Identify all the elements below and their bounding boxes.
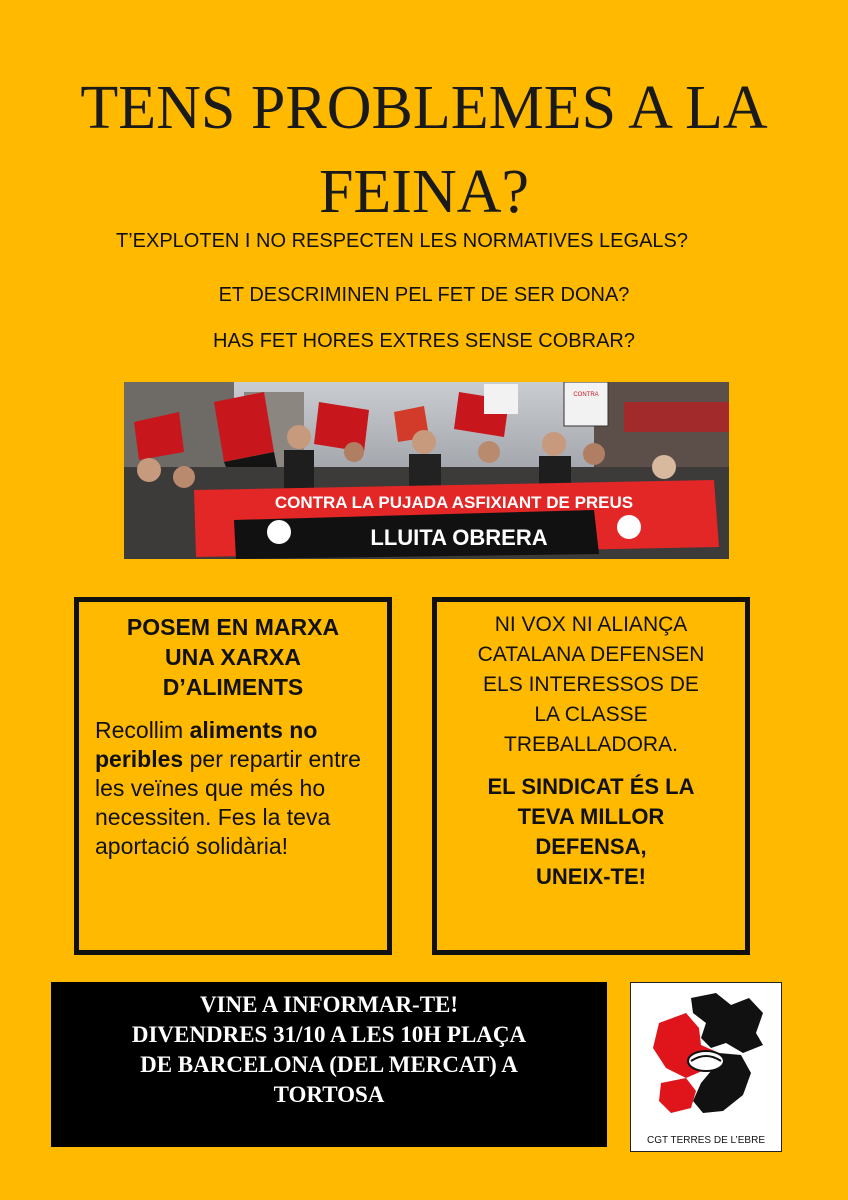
placard-text: CONTRA: [573, 392, 599, 398]
event-line-1: VINE A INFORMAR-TE!: [199, 992, 459, 1017]
union-logo-icon: [267, 520, 291, 544]
union-defense-text: NI VOX NI ALIANÇA CATALANA DEFENSEN ELS INTERESSOS DE LA CLASSE TREBALLADORA.: [477, 613, 705, 756]
cgt-map-icon: [631, 983, 781, 1123]
food-network-box: [74, 597, 392, 955]
event-info-box: [51, 982, 607, 1147]
event-line-2: DIVENDRES 31/10 A LES 10H PLAÇA: [131, 1022, 527, 1047]
banner-bottom-text: LLUITA OBRERA: [370, 525, 548, 550]
event-line-4: TORTOSA: [273, 1082, 385, 1107]
event-line-3: DE BARCELONA (DEL MERCAT) A: [140, 1052, 518, 1077]
cgt-logo: [630, 982, 782, 1152]
food-network-emphasis: aliments no peribles: [95, 717, 318, 772]
logo-caption: CGT TERRES DE L’EBRE: [647, 1135, 765, 1146]
banner-top-text: CONTRA LA PUJADA ASFIXIANT DE PREUS: [274, 493, 634, 512]
headline: TENS PROBLEMES A LA FEINA?: [80, 74, 768, 226]
question-discrimination: ET DESCRIMINEN PEL FET DE SER DONA?: [218, 284, 630, 306]
union-defense-callout: EL SINDICAT ÉS LA TEVA MILLOR DEFENSA, UNEIX-TE!: [487, 774, 695, 889]
question-overtime: HAS FET HORES EXTRES SENSE COBRAR?: [213, 330, 635, 352]
protest-photo: [124, 382, 729, 559]
food-network-body: Recollim aliments no peribles per repartir entre les veïnes que més ho necessiten. Fes la teva aportació solidària!: [95, 717, 361, 859]
food-network-title: POSEM EN MARXA UNA XARXA D’ALIMENTS: [126, 614, 340, 700]
question-exploitation: T’EXPLOTEN I NO RESPECTEN LES NORMATIVES LEGALS?: [116, 230, 689, 252]
union-defense-box: [432, 597, 750, 955]
